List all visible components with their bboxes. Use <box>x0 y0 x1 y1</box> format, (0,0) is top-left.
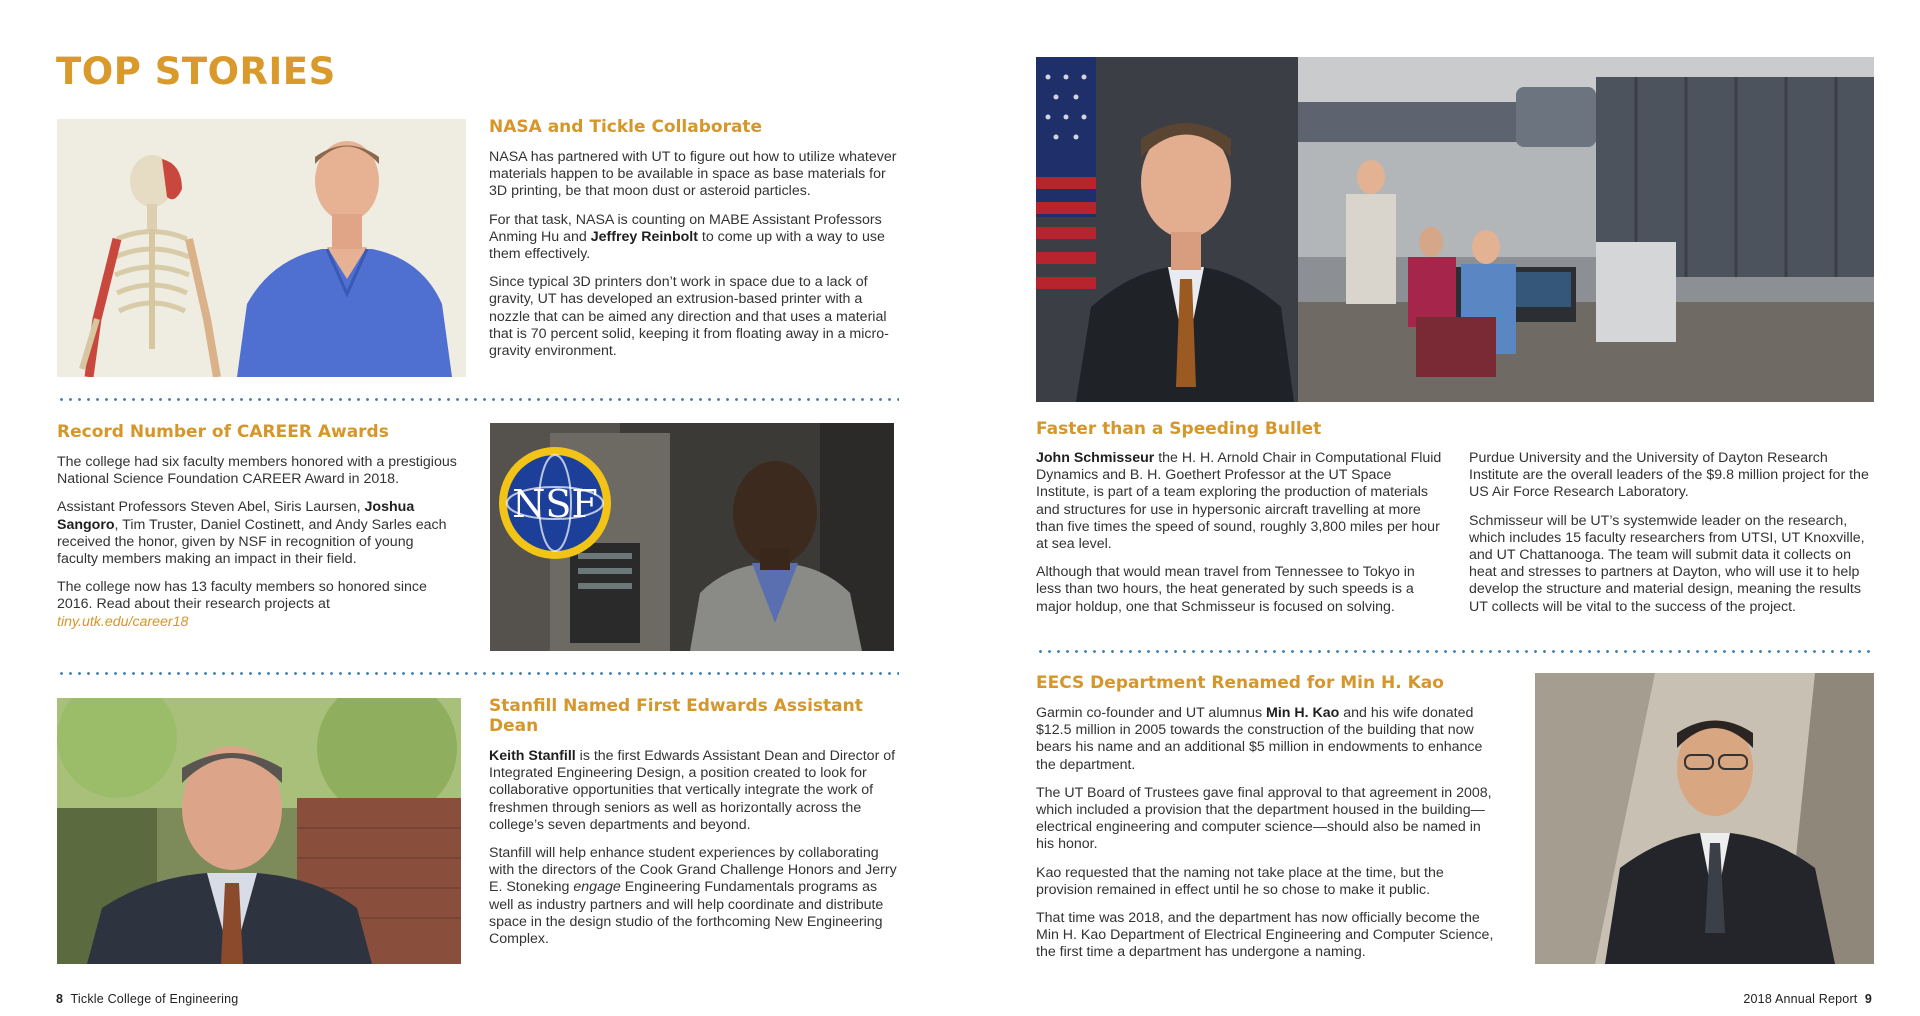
bullet-paragraph-1: John Schmisseur the H. H. Arnold Chair in Computational Fluid Dynamics and B. H. Goethert Professor at the UT Space Institute, is part of a team exploring the production of materials and structures for use in hypersonic aircraft travelling at more than five times the speed of sound, roughly 3,800 miles per hour at sea level. <box>1036 450 1442 553</box>
person-name: Keith Stanfill <box>489 748 576 764</box>
footer-report-name: 2018 Annual Report <box>1743 992 1858 1006</box>
nasa-paragraph-1: NASA has partnered with UT to figure out how to utilize whatever materials happen to be available in space as base materials for 3D printing, be that moon dust or asteroid particles. <box>489 149 897 200</box>
kao-photo <box>1535 673 1874 964</box>
footer-right <box>1743 992 1872 1006</box>
stanfill-photo <box>57 698 461 964</box>
nasa-story-heading: NASA and Tickle Collaborate <box>489 117 763 137</box>
page-title: TOP STORIES <box>56 50 336 93</box>
person-name: Jeffrey Reinbolt <box>590 228 698 245</box>
career-story-body <box>57 454 457 631</box>
footer-publication-name: Tickle College of Engineering <box>70 992 239 1006</box>
career-story-heading: Record Number of CAREER Awards <box>57 422 389 442</box>
person-name: John Schmisseur <box>1036 450 1155 466</box>
nasa-photo <box>57 119 466 377</box>
nasa-paragraph-2: For that task, NASA is counting on MABE Assistant Professors Anming Hu and Jeffrey Reinbolt to come up with a way to use them effectively. <box>489 211 885 263</box>
bullet-story-body-right <box>1469 450 1877 627</box>
person-name: Joshua Sangoro <box>57 499 415 533</box>
eecs-story-body <box>1036 705 1496 962</box>
nsf-logo-text: NSF <box>512 482 598 526</box>
page-number-right: 9 <box>1864 992 1872 1006</box>
section-divider <box>57 398 899 401</box>
eecs-paragraph-3: Kao requested that the naming not take place at the time, but the provision remained in effect until he so chose to make it public. <box>1036 864 1444 898</box>
career-link[interactable]: tiny.utk.edu/career18 <box>57 613 189 630</box>
bullet-story-heading: Faster than a Speeding Bullet <box>1036 419 1322 439</box>
nsf-photo <box>490 423 894 651</box>
bullet-paragraph-2: Although that would mean travel from Tennessee to Tokyo in less than two hours, the heat generated by such speeds is a major holdup, one that Schmisseur is focused on solving. <box>1036 564 1415 615</box>
eecs-paragraph-1: Garmin co-founder and UT alumnus Min H. Kao and his wife donated $12.5 million in 2005 towards the construction of the building that now bears his name and an additional $5 million in endowments to enhance the department. <box>1036 705 1483 773</box>
hypersonic-lab-photo <box>1036 57 1874 402</box>
career-paragraph-2: Assistant Professors Steven Abel, Siris Laursen, Joshua Sangoro, Tim Truster, Daniel Costinett, and Andy Sarles each received the honor, given by NSF in recognition of young faculty members making an impact in their field. <box>57 499 447 568</box>
eecs-paragraph-2: The UT Board of Trustees gave final approval to that agreement in 2008, which included a provision that the department housed in the building—electrical engineering and computer science—should also be named in his honor. <box>1036 784 1492 853</box>
section-divider <box>57 672 899 675</box>
bullet-paragraph-3: Purdue University and the University of Dayton Research Institute are the overall leaders of the $9.8 million project for the US Air Force Research Laboratory. <box>1469 450 1869 501</box>
eecs-story-heading: EECS Department Renamed for Min H. Kao <box>1036 673 1444 693</box>
nasa-story-body <box>489 149 899 360</box>
section-divider <box>1036 650 1874 653</box>
career-paragraph-1: The college had six faculty members honored with a prestigious National Science Foundation CAREER Award in 2018. <box>57 454 457 488</box>
career-paragraph-3: The college now has 13 faculty members so honored since 2016. Read about their research projects at tiny.utk.edu/career18 <box>57 579 427 630</box>
person-name: Min H. Kao <box>1266 705 1340 721</box>
eecs-paragraph-4: That time was 2018, and the department has now officially become the Min H. Kao Department of Electrical Engineering and Computer Science, the first time a department has undergone a naming. <box>1036 910 1494 961</box>
stanfill-story-body <box>489 748 899 948</box>
footer-left <box>56 992 238 1006</box>
bullet-story-body-left <box>1036 450 1442 627</box>
stanfill-paragraph-1: Keith Stanfill is the first Edwards Assistant Dean and Director of Integrated Engineering Design, a position created to look for collaborative opportunities that vertically integrate the work of freshmen through seniors as well as horizontally across the college’s seven departments and beyond. <box>489 748 896 833</box>
page-number-left: 8 <box>56 992 64 1006</box>
nasa-paragraph-3: Since typical 3D printers don’t work in space due to a lack of gravity, UT has developed an extrusion-based printer with a nozzle that can be aimed any direction and that uses a material that is 70 percent solid, keeping it from floating away in a micro-gravity environment. <box>489 274 889 360</box>
stanfill-story-heading: Stanfill Named First Edwards Assistant Dean <box>489 696 863 736</box>
stanfill-paragraph-2: Stanfill will help enhance student experiences by collaborating with the directors of the Cook Grand Challenge Honors and Jerry E. Stoneking engage Engineering Fundamentals programs as well as industry partners and will help coordinate and distribute space in the design studio of the forthcoming New Engineering Complex. <box>489 845 897 948</box>
bullet-paragraph-4: Schmisseur will be UT’s systemwide leader on the research, which includes 15 faculty researchers from UTSI, UT Knoxville, and UT Chattanooga. The team will submit data it collects on heat and stresses to partners at Dayton, who will use it to help develop the structure and material design, meaning the results UT collects will be vital to the success of the project. <box>1469 512 1865 615</box>
